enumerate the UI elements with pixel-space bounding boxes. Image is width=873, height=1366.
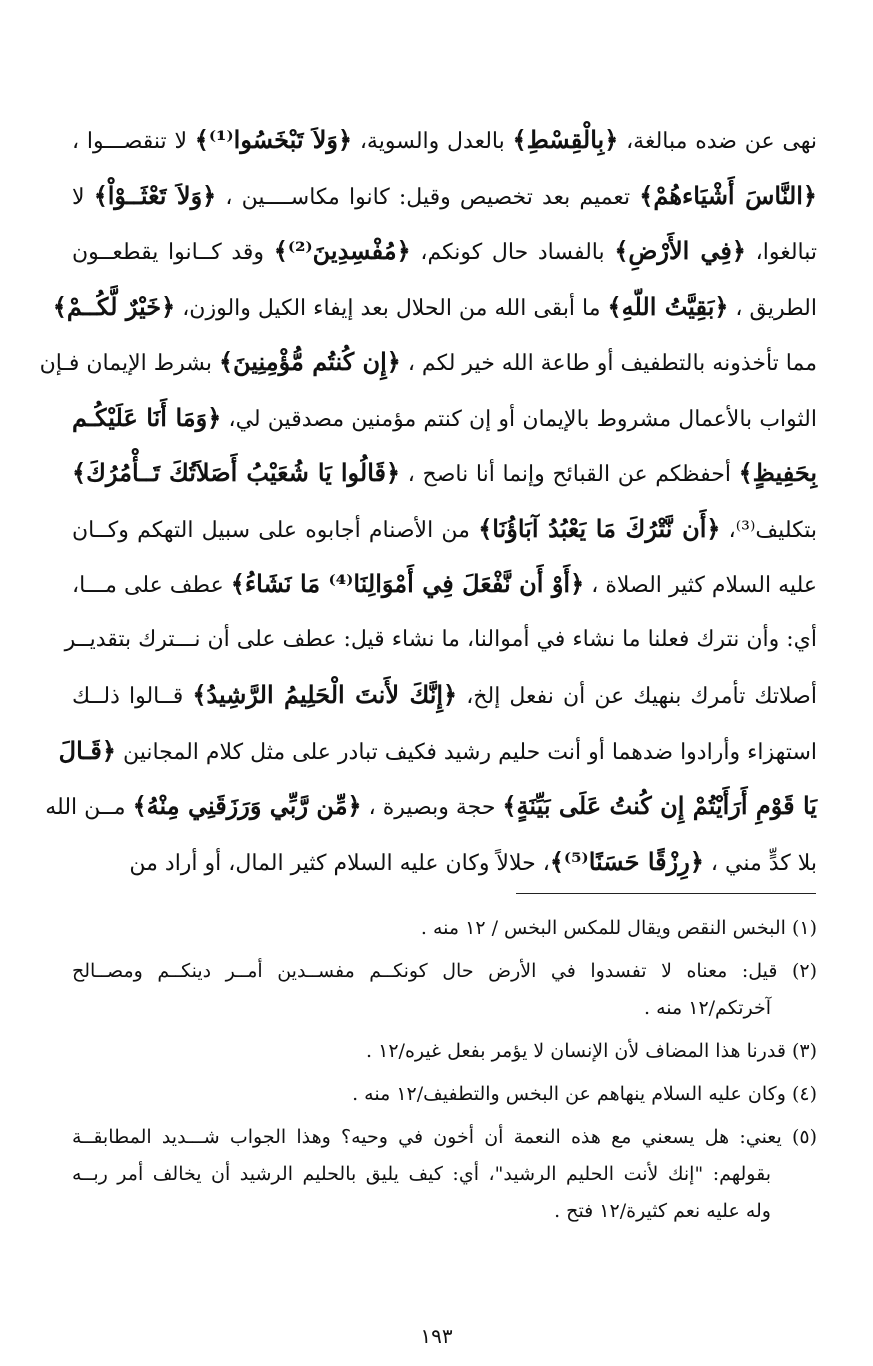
quran-text: ﴿بَقِيَّتُ اللّهِ﴾: [607, 291, 729, 321]
footnote-separator: [516, 893, 816, 894]
text-line: [72, 556, 817, 612]
text-line: [72, 112, 817, 168]
footnotes: [72, 910, 817, 1230]
text-line: [72, 667, 817, 723]
commentary-text: استهزاء وأرادوا ضدهما أو أنت حليم رشيد فكيف تبادر على مثل كلام المجانين: [115, 739, 817, 765]
commentary-text: ، حلالاً وكان عليه السلام كثير المال، أو أراد من: [129, 850, 550, 876]
quran-text: ﴿بِالْقِسْطِ﴾: [512, 125, 619, 154]
text-line: [58, 723, 817, 779]
footnote: [72, 1076, 817, 1113]
footnote-line: (١) البخس النقص ويقال للمكس البخس / ١٢ منه .: [420, 917, 817, 939]
quran-text: ﴿قَالُوا يَا شُعَيْبُ أَصَلاَتُكَ تَــأْمُرُكَ﴾: [72, 458, 401, 487]
commentary-text: مما تأخذونه بالتطفيف أو طاعة الله خير لكم ،: [400, 351, 817, 376]
commentary-text: عطف على مـــا،: [72, 573, 231, 598]
footnote: [72, 953, 817, 1027]
footnote-line: (٣) قدرنا هذا المضاف لأن الإنسان لا يؤمر بفعل غيره/١٢ .: [366, 1040, 817, 1062]
commentary-text: ما أبقى الله من الحلال بعد إيفاء الكيل والوزن،: [175, 295, 608, 321]
text-line: [72, 445, 817, 501]
commentary-text: حجة وبصيرة ،: [361, 795, 503, 820]
quran-text: ﴿وَمَا أَنَا عَلَيْكُـم: [72, 402, 222, 432]
commentary-text: بلا كدٍّ مني ،: [703, 850, 817, 876]
commentary-text: أي: وأن نترك فعلنا ما نشاء في أموالنا، ما نشاء قيل: عطف على أن نـــترك بتقديــر: [64, 626, 817, 652]
commentary-text: أصلاتك تأمرك بنهيك عن أن نفعل إلخ،: [457, 684, 817, 709]
quran-text: ﴿خَيْرٌ لَّكُــمْ﴾: [52, 291, 176, 321]
commentary-text: عليه السلام كثير الصلاة ،: [584, 573, 817, 598]
commentary-text: الطريق ،: [728, 295, 817, 321]
commentary-text: مــن الله: [45, 795, 133, 820]
commentary-text: نهى عن ضده مبالغة،: [618, 129, 817, 154]
page-number: ١٩٣: [420, 1324, 453, 1348]
commentary-text: تعميم بعد تخصيص وقيل: كانوا مكاســــين ،: [216, 184, 640, 210]
quran-text: يَا قَوْمِ أَرَأَيْتُمْ إِن كُنتُ عَلَى بَيِّنَةٍ﴾: [502, 791, 817, 820]
footnote-line: وله عليه نعم كثيرة/١٢ فتح .: [554, 1200, 771, 1222]
text-line: [72, 223, 817, 279]
main-text: [39, 112, 818, 889]
quran-text: ﴿مِّن رَّبِّي وَرَزَقَنِي مِنْهُ﴾: [132, 791, 362, 820]
commentary-text: أحفظكم عن القبائح وإنما أنا ناصح ،: [400, 462, 739, 487]
commentary-text: تبالغوا،: [745, 240, 817, 265]
footnote: [72, 1033, 817, 1070]
quran-text: ﴿مُفْسِدِينَ⁽²⁾﴾: [273, 236, 411, 265]
footnote-line: (٢) قيل: معناه لا تفسدوا في الأرض حال كونكــم مفســدين أمــر دينكــم ومصــالح: [72, 960, 817, 982]
commentary-text: بتكليف⁽³⁾،: [720, 517, 818, 543]
text-line: [72, 168, 817, 224]
quran-text: ﴿أَوْ أَن نَّفْعَلَ فِي أَمْوَالِنَا⁽⁴⁾ مَا نَشَاءُ﴾: [230, 569, 585, 598]
footnote: [72, 910, 817, 947]
text-line: [52, 279, 817, 335]
commentary-text: بالفساد حال كونكم،: [410, 240, 615, 265]
footnote-line: بقولهم: "إنك لأنت الحليم الرشيد"، أي: كيف يليق بالحليم الرشيد أن يخالف أمر ربــه: [72, 1163, 771, 1185]
footnote: [72, 1119, 817, 1230]
commentary-text: لا تنقصـــوا ،: [72, 129, 195, 154]
commentary-text: بشرط الإيمان فـإن: [39, 351, 219, 376]
quran-text: ﴿النَّاسَ أَشْيَاءهُمْ﴾: [639, 180, 817, 210]
footnote-line: آخرتكم/١٢ منه .: [644, 997, 771, 1019]
footnote-line: (٥) يعني: هل يسعني مع هذه النعمة أن أخون في وحيه؟ وهذا الجواب شـــديد المطابقــة: [72, 1126, 817, 1148]
footnote-line: (٤) وكان عليه السلام ينهاهم عن البخس والتطفيف/١٢ منه .: [352, 1083, 817, 1105]
quran-text: ﴿أَن نَّتْرُكَ مَا يَعْبُدُ آبَاؤُنَا﴾: [478, 513, 721, 543]
commentary-text: لا: [72, 184, 94, 210]
quran-text: ﴿وَلاَ تَعْثَــوْاْ﴾: [93, 180, 217, 210]
commentary-text: وقد كــانوا يقطعــون: [72, 240, 274, 265]
quran-text: ﴿وَلاَ تَبْخَسُوا⁽¹⁾﴾: [194, 125, 353, 154]
quran-text: بِحَفِيظٍ﴾: [738, 458, 818, 487]
text-line: [72, 501, 817, 557]
quran-text: ﴿إِن كُنتُم مُّؤْمِنِينَ﴾: [218, 347, 401, 376]
quran-text: ﴿فِي الأَرْضِ﴾: [614, 236, 746, 265]
commentary-text: قــالوا ذلــك: [72, 684, 193, 709]
quran-text: ﴿قَـالَ: [58, 735, 116, 765]
text-line: [45, 778, 817, 834]
text-line: [64, 612, 817, 668]
text-line: [72, 390, 817, 446]
commentary-text: بالعدل والسوية،: [352, 129, 513, 154]
quran-text: ﴿رِزْقًا حَسَنًا⁽⁵⁾﴾: [549, 846, 704, 876]
text-line: [72, 834, 817, 890]
commentary-text: الثواب بالأعمال مشروط بالإيمان أو إن كنتم مؤمنين مصدقين لي،: [221, 406, 817, 432]
text-line: [39, 334, 817, 390]
quran-text: ﴿إِنَّكَ لأَنتَ الْحَلِيمُ الرَّشِيدُ﴾: [192, 680, 458, 709]
commentary-text: من الأصنام أجابوه على سبيل التهكم وكــان: [72, 517, 479, 543]
